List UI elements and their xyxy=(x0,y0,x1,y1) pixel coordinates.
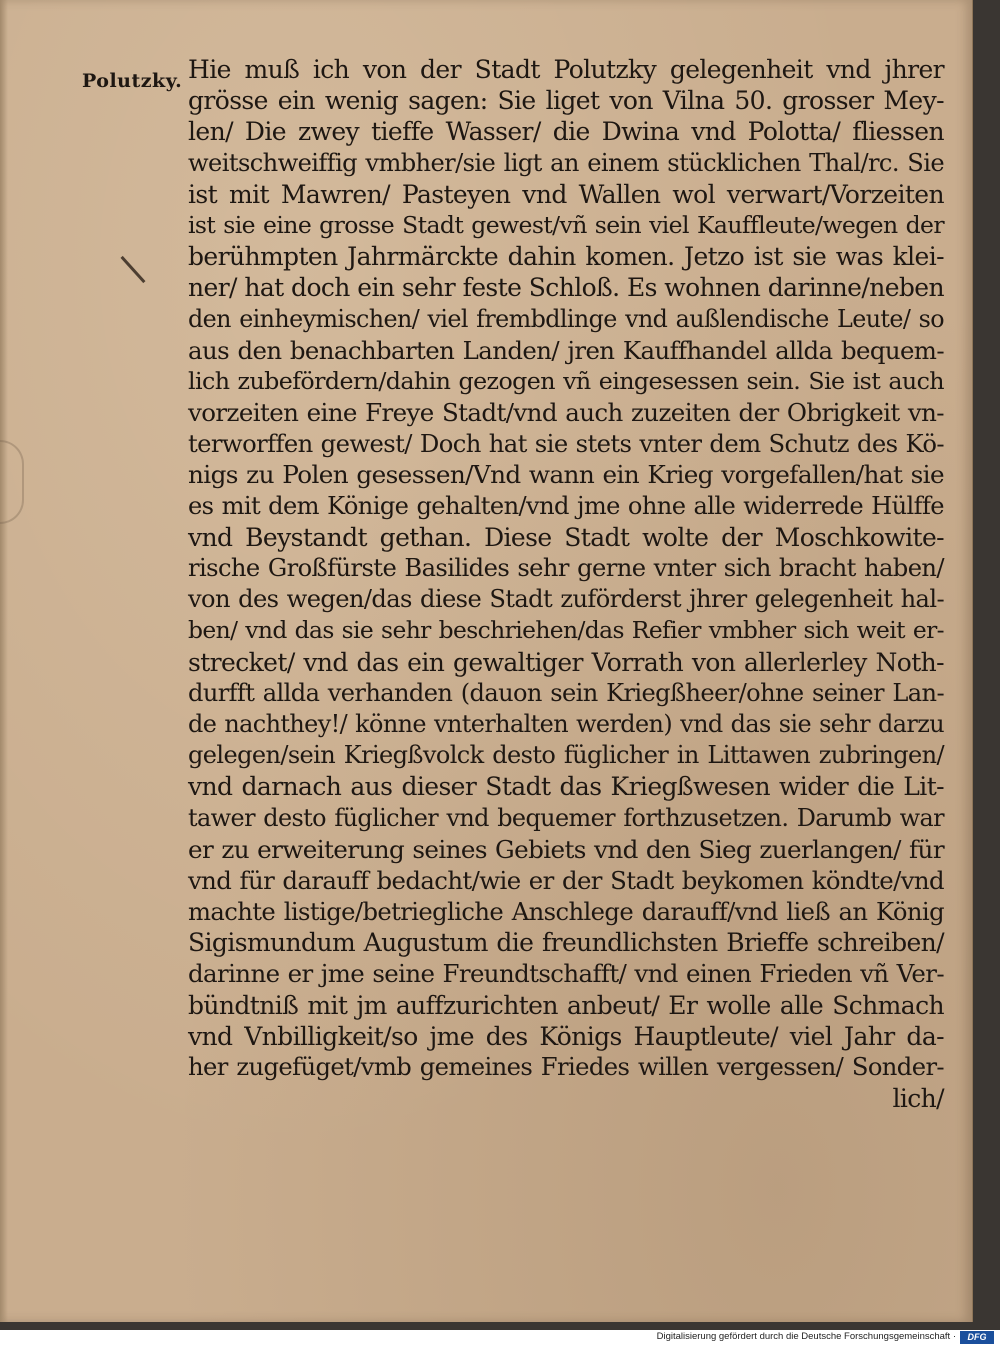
text-line: den einheymischen/ viel frembdlinge vnd außlendische Leute/ so xyxy=(188,304,944,333)
text-line: strecket/ vnd das ein gewaltiger Vorrath von allerlerley Noth- xyxy=(188,647,944,677)
text-line: terworffen gewest/ Doch hat sie stets vnter dem Schutz des Kö- xyxy=(188,429,944,459)
text-line: gelegen/sein Kriegßvolck desto füglicher in Littawen zubringen/ xyxy=(188,741,944,770)
text-line: vnd darnach aus dieser Stadt das Kriegßwesen wider die Lit- xyxy=(188,772,944,802)
text-line: ist mit Mawren/ Pasteyen vnd Wallen wol verwart/Vorzeiten xyxy=(188,179,944,209)
text-line: vorzeiten eine Freye Stadt/vnd auch zuzeiten der Obrigkeit vn- xyxy=(188,398,944,428)
text-line: lich zubefördern/dahin gezogen vñ eingesessen sein. Sie ist auch xyxy=(188,366,944,395)
text-line: von des wegen/das diese Stadt zuförderst jhrer gelegenheit hal- xyxy=(188,585,944,614)
text-line: darinne er jme seine Freundtschafft/ vnd einen Frieden vñ Ver- xyxy=(188,959,944,989)
text-line: grösse ein wenig sagen: Sie liget von Vilna 50. grosser Mey- xyxy=(188,86,944,116)
page-curl-mark xyxy=(0,440,24,524)
text-line: ner/ hat doch ein sehr feste Schloß. Es wohnen darinne/neben xyxy=(188,273,944,303)
text-line: aus den benachbarten Landen/ jren Kauffhandel allda bequem- xyxy=(188,335,944,365)
text-line: vnd Vnbilligkeit/so jme des Königs Hauptleute/ viel Jahr da- xyxy=(188,1021,944,1051)
body-text xyxy=(188,54,944,1114)
text-line: er zu erweiterung seines Gebiets vnd den Sieg zuerlangen/ für xyxy=(188,834,944,864)
text-line: tawer desto füglicher vnd bequemer forthzusetzen. Darumb war xyxy=(188,803,944,832)
text-line: her zugefüget/vmb gemeines Friedes willen vergessen/ Sonder- xyxy=(188,1053,944,1081)
funding-notice: Digitalisierung gefördert durch die Deutsche Forschungsgemeinschaft · xyxy=(656,1331,956,1342)
page-edge-shadow xyxy=(0,0,8,1322)
marginal-note: Polutzky. xyxy=(82,70,183,92)
text-line: vnd Beystandt gethan. Diese Stadt wolte der Moschkowite- xyxy=(188,522,944,552)
text-line: Hie muß ich von der Stadt Polutzky gelegenheit vnd jhrer xyxy=(188,55,944,84)
text-line: Sigismundum Augustum die freundlichsten Brieffe schreiben/ xyxy=(188,928,944,958)
text-line: len/ Die zwey tieffe Wasser/ die Dwina vnd Polotta/ fliessen xyxy=(188,117,944,147)
text-line: bündtniß mit jm auffzurichten anbeut/ Er wolle alle Schmach xyxy=(188,990,944,1020)
text-line: rische Großfürste Basilides sehr gerne vnter sich bracht haben/ xyxy=(188,554,944,582)
text-line: ben/ vnd das sie sehr beschriehen/das Refier vmbher sich weit er- xyxy=(188,616,944,645)
catchword: lich/ xyxy=(892,1084,944,1114)
dfg-logo: DFG xyxy=(960,1331,994,1344)
text-line: es mit dem Könige gehalten/vnd jme ohne alle widerrede Hülffe xyxy=(188,491,944,520)
text-line: de nachthey!/ könne vnterhalten werden) vnd das sie sehr darzu xyxy=(188,709,944,738)
text-line: machte listige/betriegliche Anschlege darauff/vnd ließ an König xyxy=(188,897,944,927)
text-line: berühmpten Jahrmärckte dahin komen. Jetzo ist sie was klei- xyxy=(188,242,944,272)
text-line: ist sie eine grosse Stadt gewest/vñ sein viel Kauffleute/wegen der xyxy=(188,210,944,239)
text-line: weitschweiffig vmbher/sie ligt an einem stücklichen Thal/rc. Sie xyxy=(188,148,944,177)
text-line: durfft allda verhanden (dauon sein Kriegßheer/ohne seiner Lan- xyxy=(188,678,944,707)
text-line: nigs zu Polen gesessen/Vnd wann ein Krieg vorgefallen/hat sie xyxy=(188,460,944,490)
text-line: vnd für darauff bedacht/wie er der Stadt beykomen köndte/vnd xyxy=(188,865,944,895)
